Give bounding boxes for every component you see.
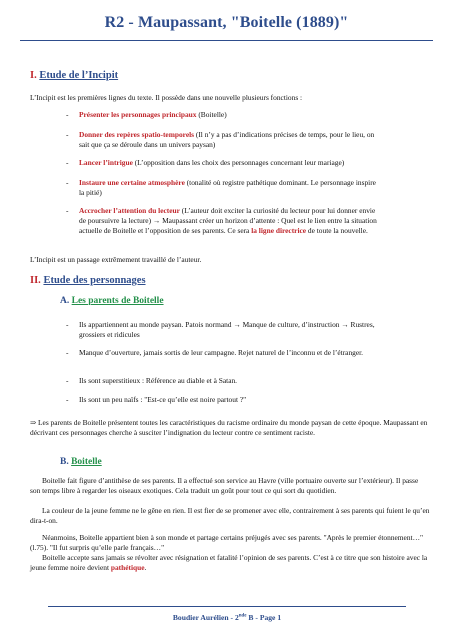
- page-footer: Boudier Aurélien - 2nde B - Page 1: [172, 613, 282, 622]
- section-1-title: Etude de l’Incipit: [39, 70, 119, 81]
- boitelle-paragraph-2: La couleur de la jeune femme ne le gêne en rien. Il est fier de se promener avec elle, contrairement à ses parents qui fuient le qu’en dira-t-on.: [30, 506, 430, 525]
- page-title: R2 - Maupassant, "Boitelle (1889)": [104, 14, 349, 31]
- section-2-number: II.: [30, 275, 41, 286]
- section-2-heading: [30, 275, 146, 286]
- subsection-b-heading: B. Boitelle: [60, 457, 102, 467]
- boitelle-paragraph-3: Néanmoins, Boitelle appartient bien à son monde et partage certains préjugés avec ses parents. "Après le premier étonnement…" (l.75). "Il fut surpris qu’elle parle français…": [30, 533, 423, 552]
- parents-conclusion: ⇒ Les parents de Boitelle présentent toutes les caractéristiques du racisme ordinaire du monde paysan de cette époque. Maupassant en décrivant ces personnages cherche à susciter l’indignation du lecteur contre ce sentiment raciste.: [30, 418, 428, 437]
- section-1-number: I.: [30, 70, 37, 81]
- boitelle-paragraph-4: Boitelle accepte sans jamais se révolter avec résignation et fatalité l’opinion de ses parents. C’est à ce titre que son histoire avec la jeune femme noire devient pathétique.: [30, 553, 428, 572]
- document-page: R2 - Maupassant, "Boitelle (1889)" I. Etude de l’Incipit L’Incipit est les premières lignes du texte. Il possède dans une nouvelle plusieurs fonctions : - Présenter les personnages principaux (Boitelle) - Donner des repères spatio-temporels (Il n’y a pas d’indications précises de temps, pour le lieu, on sait que ça se déroule dans un univers paysan) - Lancer l’intrigue (L’opposition dans les choix des personnages concernant leur mariage) - Instaure une certaine atmosphère (tonalité où registre pathétique dominant. Le personnage inspire la pitié) - Accrocher l’attention du lecteur (L’auteur doit exciter la curiosité du lecteur pour lui donner envie de poursuivre la lecture) → Maupassant créer un horizon d’attente : Quel est le lien entre la situation actuelle de Boitelle et l’opposition de ses parents. Ce sera la ligne directrice de toute la nouvelle. L’Incipit est un passage extrêmement travaillé de l’auteur. II. Etude des personnages A. Les parents de Boitelle - Ils appartiennent au monde paysan. Patois normand → Manque de culture, d’instruction → Rustres, grossiers et ridicules - Manque d’ouverture, jamais sortis de leur campagne. Rejet naturel de l’inconnu et de l’étranger. - Ils sont superstitieux : Référence au diable et à Satan. - Ils sont un peu naïfs : "Est-ce qu’elle est noire partout ?" ⇒ Les parents de Boitelle présentent toutes les caractéristiques du racisme ordinaire du monde paysan de cette époque. Maupassant en décrivant ces personnages cherche à susciter l’indignation du lecteur contre ce sentiment raciste. B. Boitelle Boitelle fait figure d’antithèse de ses parents. Il a effectué son service au Havre (ville portuaire ouverte sur l’extérieur). Il passe son temps libre à regarder les oiseaux exotiques. Cela traduit un goût pour tout ce qui sort du quotidien. La couleur de la jeune femme ne le gêne en rien. Il est fier de se promener avec elle, contrairement à ses parents qui fuient le qu’en dira-t-on. Néanmoins, Boitelle appartient bien à son monde et partage certains préjugés avec ses parents. "Après le premier étonnement…" (l.75). "Il fut surpris qu’elle parle français…" Boitelle accepte sans jamais se révolter avec résignation et fatalité l’opinion de ses parents. C’est à ce titre que son histoire avec la jeune femme noire devient pathétique. Boudier Aurélien - 2nde B - Page 1: [0, 0, 453, 640]
- boitelle-paragraph-1: Boitelle fait figure d’antithèse de ses parents. Il a effectué son service au Havre (ville portuaire ouverte sur l’extérieur). Il passe son temps libre à regarder les oiseaux exotiques. Cela traduit un goût pour tout ce qui sort du quotidien.: [30, 476, 419, 495]
- section-2-title: Etude des personnages: [43, 275, 146, 286]
- section-1-heading: [30, 70, 118, 81]
- subsection-a-heading: A. Les parents de Boitelle: [60, 296, 164, 306]
- incipit-outro: L’Incipit est un passage extrêmement travaillé de l’auteur.: [30, 255, 202, 264]
- title-underline: [20, 40, 433, 41]
- incipit-intro: L’Incipit est les premières lignes du texte. Il possède dans une nouvelle plusieurs fonctions :: [30, 93, 303, 102]
- footer-rule: [48, 606, 406, 607]
- pathetique-highlight: pathétique: [110, 563, 145, 572]
